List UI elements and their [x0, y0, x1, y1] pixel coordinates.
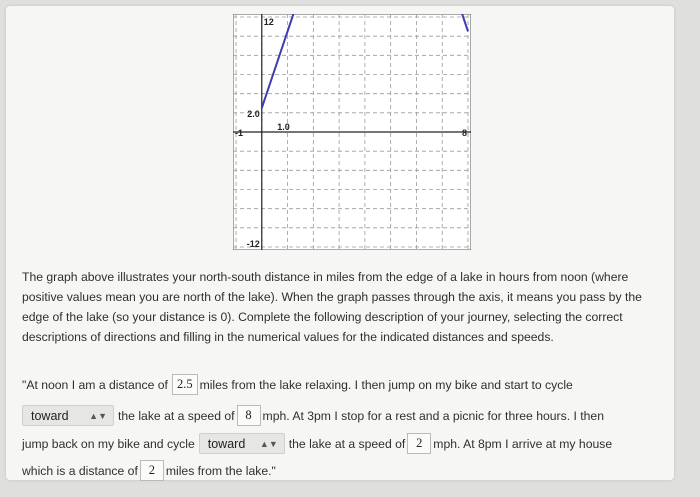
direction-select-1[interactable]: [22, 405, 114, 426]
x-mark-label: 1.0: [277, 122, 290, 132]
story-text: mph. At 8pm I arrive at my house: [433, 436, 613, 451]
story-text: which is a distance of: [22, 463, 138, 478]
speed-1-input[interactable]: 8: [237, 405, 261, 426]
start-distance-input[interactable]: 2.5: [172, 374, 198, 395]
problem-description: The graph above illustrates your north-south distance in miles from the edge of a lake in hours from noon (where positive values mean you are north of the lake). When the graph passes through the axis, it means you pass by the edge of the lake (so your distance is 0). Complete the following description of your journey, selecting the correct descriptions of directions and filling in the numerical values for the indicated distances and speeds.: [22, 270, 642, 344]
distance-graph: [233, 14, 471, 250]
story-text: the lake at a speed of: [288, 436, 406, 451]
speed-2-input[interactable]: 2: [407, 433, 431, 454]
story-text: the lake at a speed of: [118, 408, 235, 423]
question-panel: [6, 6, 674, 480]
x-min-label: -1: [235, 128, 244, 138]
story-text: mph. At 3pm I stop for a rest and a picnic for three hours. I then: [262, 408, 604, 423]
y-max-label: 12: [263, 17, 274, 27]
direction-select-1-value: toward: [31, 408, 69, 423]
select-arrows-icon: ▲▼: [89, 410, 107, 421]
story-text: miles from the lake relaxing. I then jump on my bike and start to cycle: [199, 377, 573, 392]
story-line-1: [22, 374, 573, 395]
end-distance-input[interactable]: 2: [140, 460, 164, 481]
select-arrows-icon: ▲▼: [259, 438, 278, 449]
story-text: jump back on my bike and cycle: [22, 436, 195, 451]
story-text: "At noon I am a distance of: [22, 377, 168, 392]
y-mark-label: 2.0: [247, 108, 260, 119]
x-max-label: 8: [461, 128, 467, 138]
story-line-3: [22, 433, 612, 454]
graph-svg: [233, 14, 471, 250]
direction-select-2[interactable]: [199, 433, 285, 454]
direction-select-2-value: toward: [207, 436, 246, 451]
story-line-4: [22, 460, 276, 481]
story-line-2: [22, 405, 604, 426]
story-text: miles from the lake.": [165, 463, 276, 478]
y-min-label: -12: [246, 239, 260, 249]
